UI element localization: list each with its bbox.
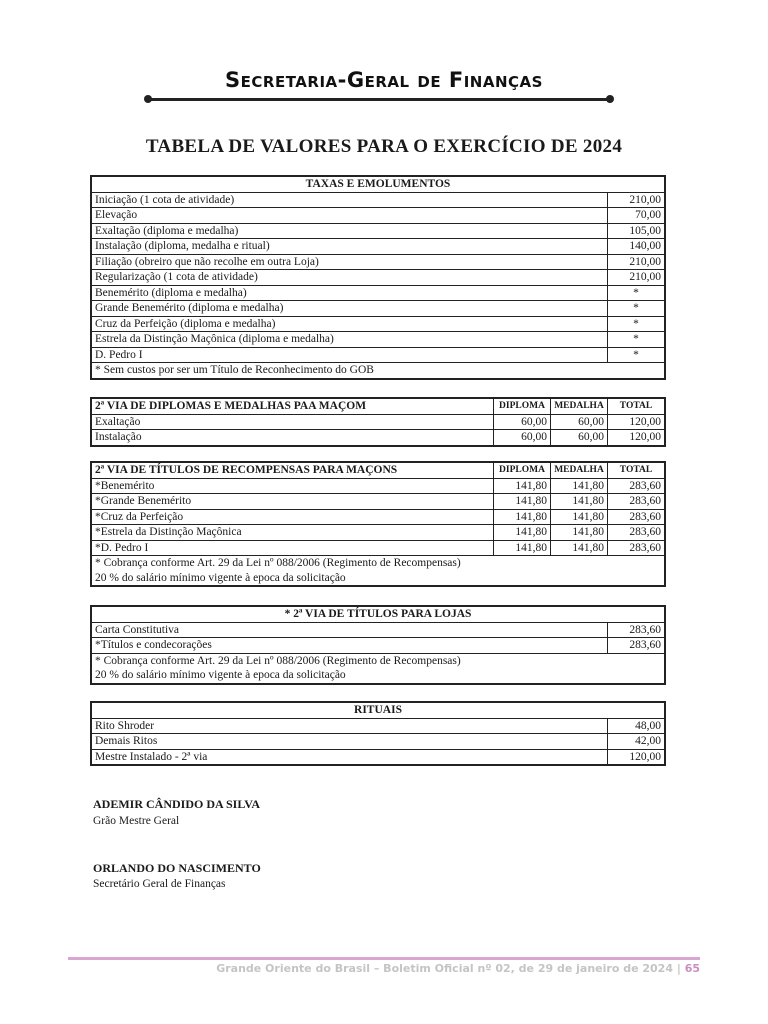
table-row xyxy=(91,347,665,363)
row-label: Elevação xyxy=(91,208,608,224)
table-row xyxy=(91,208,665,224)
row-label: *Grande Benemérito xyxy=(91,494,494,510)
table-row xyxy=(91,254,665,270)
row-value: 120,00 xyxy=(608,749,666,765)
segunda-via-titulos-table xyxy=(90,461,666,587)
row-total: 120,00 xyxy=(608,430,666,446)
table-row xyxy=(91,638,665,654)
lojas-table-title: * 2ª VIA DE TÍTULOS PARA LOJAS xyxy=(91,606,665,622)
signatory-role: Grão Mestre Geral xyxy=(93,815,180,827)
row-value: * xyxy=(608,316,666,332)
row-diploma: 60,00 xyxy=(494,430,551,446)
table-row xyxy=(91,192,665,208)
row-value: 283,60 xyxy=(608,622,666,638)
row-label: Iniciação (1 cota de atividade) xyxy=(91,192,608,208)
row-label: Cruz da Perfeição (diploma e medalha) xyxy=(91,316,608,332)
table-row xyxy=(91,270,665,286)
row-value: 42,00 xyxy=(608,734,666,750)
col-header-total: TOTAL xyxy=(608,462,666,478)
row-label: D. Pedro I xyxy=(91,347,608,363)
row-label: Filiação (obreiro que não recolhe em outra Loja) xyxy=(91,254,608,270)
row-medalha: 141,80 xyxy=(551,478,608,494)
row-label: Instalação (diploma, medalha e ritual) xyxy=(91,239,608,255)
table-row xyxy=(91,494,665,510)
row-label: *D. Pedro I xyxy=(91,540,494,556)
col-header-diploma: DIPLOMA xyxy=(494,398,551,414)
row-medalha: 60,00 xyxy=(551,430,608,446)
lojas-note xyxy=(91,653,665,684)
row-total: 283,60 xyxy=(608,494,666,510)
segunda-via-lojas-table xyxy=(90,605,666,685)
header-divider xyxy=(148,98,610,101)
table-row xyxy=(91,285,665,301)
note-line: * Cobrança conforme Art. 29 da Lei nº 088/2006 (Regimento de Recompensas) xyxy=(95,557,461,569)
table-row xyxy=(91,622,665,638)
row-label: Estrela da Distinção Maçônica (diploma e medalha) xyxy=(91,332,608,348)
row-value: * xyxy=(608,285,666,301)
row-diploma: 141,80 xyxy=(494,540,551,556)
row-value: 210,00 xyxy=(608,192,666,208)
table-row xyxy=(91,316,665,332)
row-total: 283,60 xyxy=(608,525,666,541)
row-diploma: 141,80 xyxy=(494,478,551,494)
row-total: 283,60 xyxy=(608,478,666,494)
row-label: Grande Benemérito (diploma e medalha) xyxy=(91,301,608,317)
signatory-name: ORLANDO DO NASCIMENTO xyxy=(93,861,261,875)
signatory-name: ADEMIR CÂNDIDO DA SILVA xyxy=(93,797,261,811)
note-line: 20 % do salário mínimo vigente à epoca da solicitação xyxy=(95,669,346,681)
row-value: 140,00 xyxy=(608,239,666,255)
rituais-table-title: RITUAIS xyxy=(91,702,665,718)
taxas-table xyxy=(90,175,666,380)
row-medalha: 141,80 xyxy=(551,525,608,541)
row-value: 70,00 xyxy=(608,208,666,224)
row-value: * xyxy=(608,347,666,363)
row-label: *Benemérito xyxy=(91,478,494,494)
col-header-medalha: MEDALHA xyxy=(551,462,608,478)
row-value: 210,00 xyxy=(608,254,666,270)
page-number: 65 xyxy=(684,962,700,975)
row-label: Instalação xyxy=(91,430,494,446)
note-line: * Cobrança conforme Art. 29 da Lei nº 088/2006 (Regimento de Recompensas) xyxy=(95,654,461,667)
row-label: *Títulos e condecorações xyxy=(91,638,608,654)
row-medalha: 141,80 xyxy=(551,540,608,556)
row-diploma: 141,80 xyxy=(494,525,551,541)
row-total: 283,60 xyxy=(608,540,666,556)
table-row xyxy=(91,430,665,446)
titulos-table-title: 2ª VIA DE TÍTULOS DE RECOMPENSAS PARA MAÇONS xyxy=(91,462,494,478)
col-header-total: TOTAL xyxy=(608,398,666,414)
table-row xyxy=(91,223,665,239)
taxas-note: * Sem custos por ser um Título de Reconhecimento do GOB xyxy=(91,363,665,379)
row-label: Exaltação xyxy=(91,414,494,430)
diplomas-table-title: 2ª VIA DE DIPLOMAS E MEDALHAS PAA MAÇOM xyxy=(91,398,494,414)
row-label: Mestre Instalado - 2ª via xyxy=(91,749,608,765)
titulos-note xyxy=(91,556,665,587)
document-title: TABELA DE VALORES PARA O EXERCÍCIO DE 2024 xyxy=(145,136,623,157)
footer xyxy=(216,962,700,975)
row-label: *Estrela da Distinção Maçônica xyxy=(91,525,494,541)
row-diploma: 60,00 xyxy=(494,414,551,430)
signatory-role: Secretário Geral de Finanças xyxy=(93,878,226,890)
table-row xyxy=(91,525,665,541)
row-value: 105,00 xyxy=(608,223,666,239)
row-value: 210,00 xyxy=(608,270,666,286)
table-row xyxy=(91,509,665,525)
table-row xyxy=(91,749,665,765)
rituais-table xyxy=(90,701,666,766)
row-label: Demais Ritos xyxy=(91,734,608,750)
col-header-diploma: DIPLOMA xyxy=(494,462,551,478)
table-row xyxy=(91,301,665,317)
taxas-table-title: TAXAS E EMOLUMENTOS xyxy=(91,176,665,192)
footer-publication: Grande Oriente do Brasil – Boletim Oficial nº 02, de 29 de janeiro de 2024 | xyxy=(216,962,681,975)
row-medalha: 60,00 xyxy=(551,414,608,430)
row-medalha: 141,80 xyxy=(551,509,608,525)
row-label: Carta Constitutiva xyxy=(91,622,608,638)
table-row xyxy=(91,718,665,734)
table-row xyxy=(91,540,665,556)
row-medalha: 141,80 xyxy=(551,494,608,510)
table-row xyxy=(91,239,665,255)
col-header-medalha: MEDALHA xyxy=(551,398,608,414)
row-diploma: 141,80 xyxy=(494,494,551,510)
row-label: Benemérito (diploma e medalha) xyxy=(91,285,608,301)
row-diploma: 141,80 xyxy=(494,509,551,525)
row-label: *Cruz da Perfeição xyxy=(91,509,494,525)
section-header-title: Secretaria-Geral de Finanças xyxy=(225,68,543,92)
segunda-via-diplomas-table xyxy=(90,397,666,447)
row-value: * xyxy=(608,332,666,348)
footer-divider xyxy=(68,957,700,960)
row-value: * xyxy=(608,301,666,317)
row-total: 120,00 xyxy=(608,414,666,430)
row-total: 283,60 xyxy=(608,509,666,525)
table-row xyxy=(91,478,665,494)
table-row xyxy=(91,734,665,750)
row-value: 283,60 xyxy=(608,638,666,654)
row-label: Rito Shroder xyxy=(91,718,608,734)
row-label: Exaltação (diploma e medalha) xyxy=(91,223,608,239)
row-value: 48,00 xyxy=(608,718,666,734)
row-label: Regularização (1 cota de atividade) xyxy=(91,270,608,286)
table-row xyxy=(91,414,665,430)
note-line: 20 % do salário mínimo vigente à epoca da solicitação xyxy=(95,571,346,584)
table-row xyxy=(91,332,665,348)
